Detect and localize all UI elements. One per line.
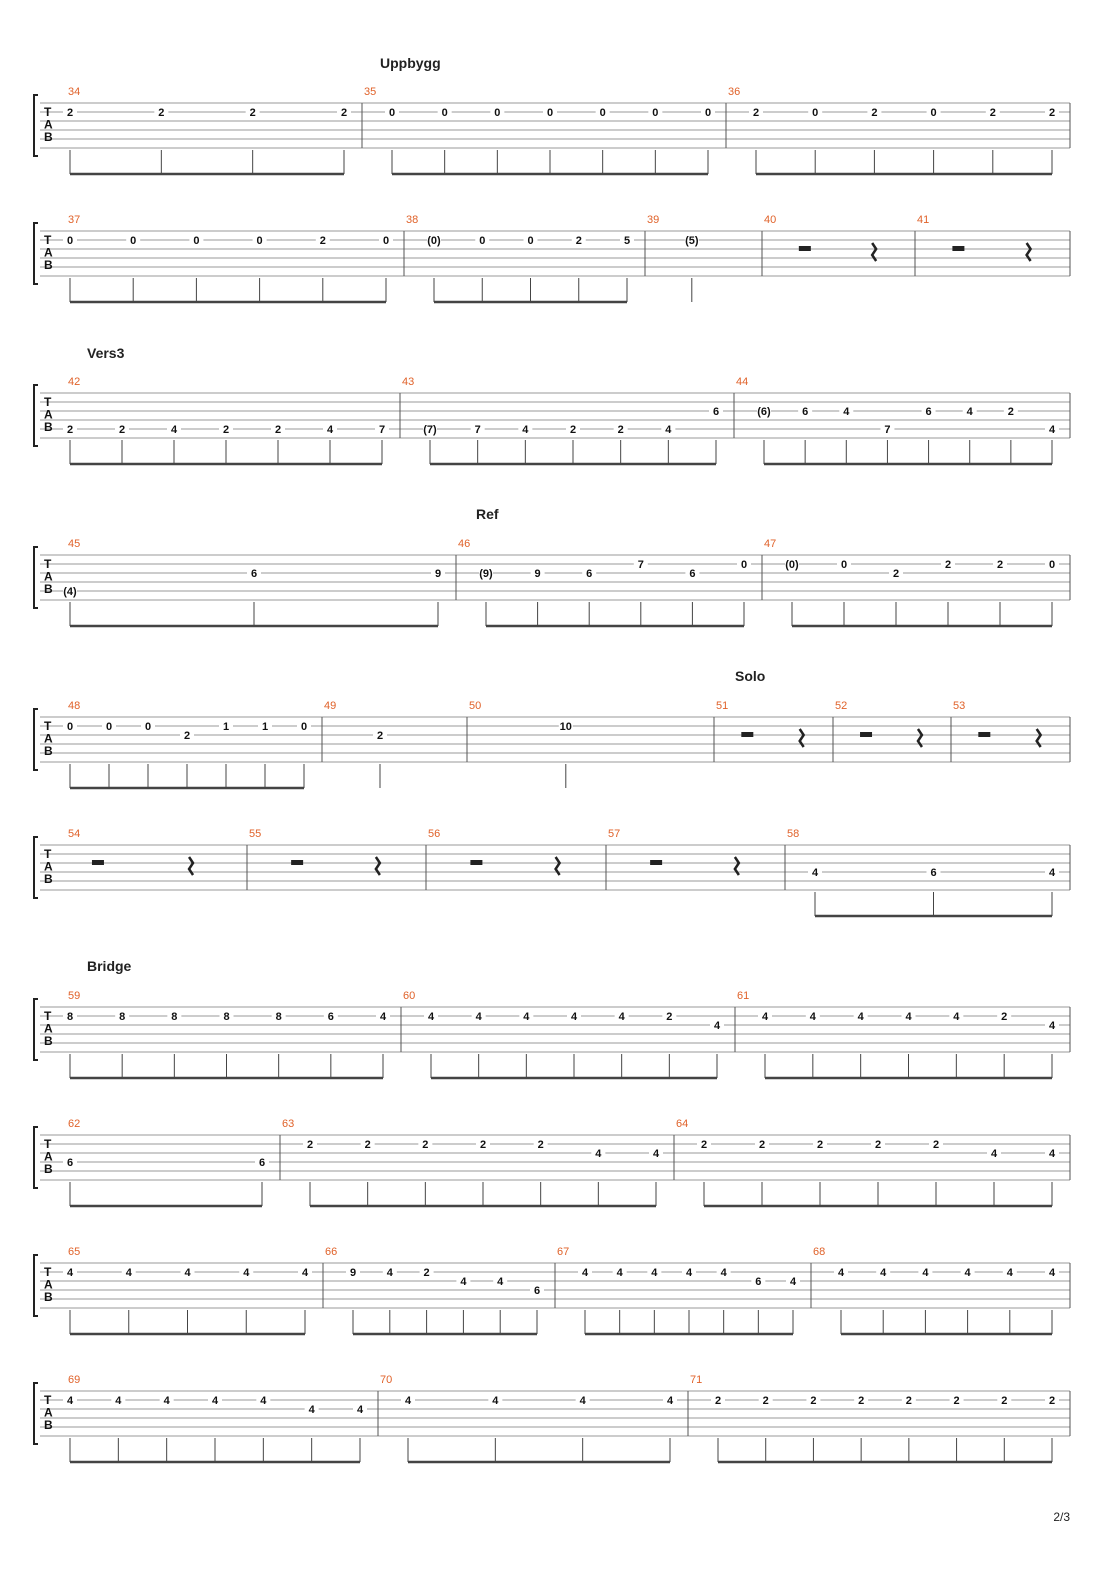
fret-number: 2 xyxy=(1001,1395,1008,1407)
fret-number: 2 xyxy=(537,1139,544,1151)
fret-number: 2 xyxy=(666,1011,673,1023)
fret-number: 4 xyxy=(789,1276,797,1288)
bar-number: 61 xyxy=(737,990,750,1002)
bar-number: 70 xyxy=(380,1374,393,1386)
fret-number: 9 xyxy=(434,568,442,580)
fret-number: 4 xyxy=(570,1011,578,1023)
tab-system xyxy=(34,1374,1070,1462)
bar-number: 45 xyxy=(68,538,81,550)
system-bracket xyxy=(34,1127,38,1188)
fret-number: 4 xyxy=(595,1148,602,1160)
section-label: Vers3 xyxy=(87,345,125,361)
bar-number: 53 xyxy=(953,700,966,712)
fret-number: 0 xyxy=(382,235,390,247)
fret-number: 0 xyxy=(300,721,308,733)
fret-number: 7 xyxy=(378,424,386,436)
fret-number: 4 xyxy=(720,1267,727,1279)
fret-number: 4 xyxy=(665,424,672,436)
fret-number: 0 xyxy=(812,107,819,119)
fret-number: 6 xyxy=(689,568,696,580)
fret-number: 4 xyxy=(905,1011,912,1023)
system-bracket xyxy=(34,385,38,446)
bar-number: 51 xyxy=(716,700,729,712)
fret-number: (7) xyxy=(423,424,437,436)
fret-number: 4 xyxy=(685,1267,693,1279)
bar-number: 48 xyxy=(68,700,81,712)
fret-number: 2 xyxy=(1048,107,1056,119)
half-rest xyxy=(92,860,104,865)
fret-number: 6 xyxy=(533,1285,541,1297)
bar-number: 57 xyxy=(608,828,621,840)
tab-clef-letter: T xyxy=(44,105,52,119)
fret-number: 0 xyxy=(546,107,554,119)
fret-number: 4 xyxy=(837,1267,845,1279)
fret-number: 4 xyxy=(618,1011,625,1023)
bar-number: 67 xyxy=(557,1246,570,1258)
fret-number: 0 xyxy=(652,107,659,119)
fret-number: 4 xyxy=(922,1267,929,1279)
fret-number: 9 xyxy=(534,568,541,580)
fret-number: 0 xyxy=(441,107,448,119)
fret-number: 6 xyxy=(586,568,593,580)
fret-number: 8 xyxy=(171,1011,178,1023)
system-bracket xyxy=(34,1383,38,1444)
fret-number: 8 xyxy=(119,1011,126,1023)
tab-system xyxy=(34,55,1070,174)
tab-clef-letter: T xyxy=(44,1137,52,1151)
tab-clef-letter: B xyxy=(44,744,53,758)
fret-number: 4 xyxy=(243,1267,250,1279)
fret-number: 2 xyxy=(996,559,1004,571)
half-rest xyxy=(291,860,303,865)
fret-number: 4 xyxy=(651,1267,658,1279)
fret-number: 6 xyxy=(258,1157,266,1169)
fret-number: 0 xyxy=(256,235,263,247)
fret-number: 2 xyxy=(340,107,348,119)
fret-number: 2 xyxy=(66,107,74,119)
fret-number: 2 xyxy=(364,1139,371,1151)
bar-number: 35 xyxy=(364,86,377,98)
fret-number: 4 xyxy=(427,1011,435,1023)
fret-number: 1 xyxy=(222,721,230,733)
section-label: Uppbygg xyxy=(380,55,441,71)
fret-number: 6 xyxy=(712,406,720,418)
bar-number: 63 xyxy=(282,1118,295,1130)
fret-number: 2 xyxy=(700,1139,708,1151)
fret-number: 4 xyxy=(386,1267,393,1279)
half-rest xyxy=(978,732,990,737)
half-rest xyxy=(799,246,811,251)
fret-number: 2 xyxy=(762,1395,769,1407)
fret-number: 8 xyxy=(275,1011,282,1023)
fret-number: 4 xyxy=(356,1404,364,1416)
tab-clef-letter: A xyxy=(44,1021,53,1036)
fret-number: 4 xyxy=(581,1267,589,1279)
system-bracket xyxy=(34,1255,38,1316)
fret-number: 4 xyxy=(475,1011,482,1023)
fret-number: 8 xyxy=(66,1011,74,1023)
fret-number: 7 xyxy=(884,424,891,436)
fret-number: 4 xyxy=(404,1395,412,1407)
fret-number: 2 xyxy=(617,424,624,436)
tab-clef-letter: T xyxy=(44,847,52,861)
bar-number: 66 xyxy=(325,1246,338,1258)
bar-number: 64 xyxy=(676,1118,689,1130)
fret-number: 0 xyxy=(494,107,501,119)
fret-number: (5) xyxy=(685,235,699,247)
fret-number: 4 xyxy=(964,1267,971,1279)
fret-number: 7 xyxy=(637,559,644,571)
bar-number: 42 xyxy=(68,376,81,388)
fret-number: 0 xyxy=(930,107,937,119)
fret-number: 4 xyxy=(379,1011,387,1023)
half-rest xyxy=(860,732,872,737)
tab-system xyxy=(34,828,1070,916)
tab-system xyxy=(34,345,1070,464)
fret-number: 2 xyxy=(989,107,996,119)
fret-number: 2 xyxy=(249,107,256,119)
bar-number: 65 xyxy=(68,1246,81,1258)
bar-number: 41 xyxy=(917,214,930,226)
fret-number: 4 xyxy=(497,1276,504,1288)
system-bracket xyxy=(34,95,38,156)
tab-system xyxy=(34,506,1070,626)
tab-clef-letter: B xyxy=(44,420,53,434)
fret-number: 2 xyxy=(953,1395,960,1407)
fret-number: (9) xyxy=(479,568,493,580)
section-label: Solo xyxy=(735,668,766,684)
fret-number: 2 xyxy=(758,1139,766,1151)
bar-number: 69 xyxy=(68,1374,81,1386)
tab-clef-letter: A xyxy=(44,859,53,874)
fret-number: 6 xyxy=(802,406,809,418)
fret-number: 4 xyxy=(522,424,529,436)
half-rest xyxy=(650,860,662,865)
fret-number: 2 xyxy=(183,730,191,742)
fret-number: 2 xyxy=(858,1395,865,1407)
fret-number: (0) xyxy=(785,559,799,571)
fret-number: 2 xyxy=(423,1267,430,1279)
tab-clef-letter: B xyxy=(44,1290,53,1304)
fret-number: 0 xyxy=(1048,559,1056,571)
fret-number: 10 xyxy=(559,721,572,733)
fret-number: 2 xyxy=(158,107,165,119)
fret-number: 1 xyxy=(261,721,269,733)
fret-number: 4 xyxy=(880,1267,887,1279)
fret-number: 4 xyxy=(652,1148,660,1160)
bar-number: 39 xyxy=(647,214,660,226)
fret-number: 4 xyxy=(811,867,819,879)
bar-number: 40 xyxy=(764,214,777,226)
tab-clef-letter: B xyxy=(44,872,53,886)
fret-number: 4 xyxy=(616,1267,623,1279)
fret-number: 6 xyxy=(930,867,937,879)
fret-number: 4 xyxy=(460,1276,467,1288)
fret-number: 5 xyxy=(623,235,631,247)
fret-number: 2 xyxy=(376,730,384,742)
tab-system xyxy=(34,214,1070,302)
fret-number: 2 xyxy=(422,1139,429,1151)
fret-number: 0 xyxy=(66,721,74,733)
fret-number: 2 xyxy=(222,424,230,436)
fret-number: 2 xyxy=(1007,406,1014,418)
fret-number: 4 xyxy=(163,1395,170,1407)
tab-clef-letter: A xyxy=(44,569,53,584)
fret-number: 4 xyxy=(115,1395,122,1407)
fret-number: 4 xyxy=(1006,1267,1013,1279)
tab-clef-letter: T xyxy=(44,1265,52,1279)
tab-clef-letter: A xyxy=(44,407,53,422)
tab-clef-letter: T xyxy=(44,395,52,409)
fret-number: 2 xyxy=(274,424,282,436)
fret-number: 2 xyxy=(752,107,760,119)
fret-number: 4 xyxy=(1048,1267,1056,1279)
half-rest xyxy=(741,732,753,737)
fret-number: 6 xyxy=(925,406,932,418)
fret-number: 4 xyxy=(857,1011,864,1023)
bar-number: 34 xyxy=(68,86,81,98)
fret-number: 2 xyxy=(118,424,126,436)
tab-clef-letter: T xyxy=(44,233,52,247)
tab-clef-letter: B xyxy=(44,1162,53,1176)
bar-number: 37 xyxy=(68,214,81,226)
fret-number: (6) xyxy=(757,406,771,418)
tab-clef-letter: T xyxy=(44,557,52,571)
bar-number: 68 xyxy=(813,1246,826,1258)
fret-number: 4 xyxy=(170,424,178,436)
fret-number: 4 xyxy=(1048,867,1056,879)
fret-number: 4 xyxy=(666,1395,674,1407)
bar-number: 60 xyxy=(403,990,416,1002)
system-bracket xyxy=(34,223,38,284)
bar-number: 49 xyxy=(324,700,337,712)
fret-number: 0 xyxy=(527,235,534,247)
fret-number: 4 xyxy=(211,1395,219,1407)
bar-number: 55 xyxy=(249,828,262,840)
fret-number: 4 xyxy=(260,1395,267,1407)
bar-number: 71 xyxy=(690,1374,703,1386)
bar-number: 56 xyxy=(428,828,441,840)
bar-number: 54 xyxy=(68,828,81,840)
fret-number: 2 xyxy=(306,1139,314,1151)
tab-clef-letter: A xyxy=(44,245,53,260)
fret-number: 0 xyxy=(105,721,113,733)
fret-number: 2 xyxy=(871,107,878,119)
fret-number: 4 xyxy=(990,1148,998,1160)
tab-clef-letter: T xyxy=(44,1393,52,1407)
bar-number: 50 xyxy=(469,700,482,712)
tab-system xyxy=(34,668,1070,788)
fret-number: 2 xyxy=(1001,1011,1008,1023)
fret-number: 4 xyxy=(326,424,334,436)
fret-number: 2 xyxy=(1048,1395,1056,1407)
section-label: Bridge xyxy=(87,958,132,974)
fret-number: 4 xyxy=(125,1267,132,1279)
bar-number: 62 xyxy=(68,1118,81,1130)
tab-clef-letter: A xyxy=(44,117,53,132)
fret-number: 6 xyxy=(755,1276,762,1288)
fret-number: 0 xyxy=(388,107,396,119)
tab-clef-letter: T xyxy=(44,719,52,733)
system-bracket xyxy=(34,547,38,608)
section-label: Ref xyxy=(476,506,499,522)
half-rest xyxy=(952,246,964,251)
fret-number: 2 xyxy=(816,1139,824,1151)
bar-number: 43 xyxy=(402,376,415,388)
fret-number: 2 xyxy=(932,1139,940,1151)
tab-clef-letter: T xyxy=(44,1009,52,1023)
fret-number: 0 xyxy=(144,721,152,733)
bar-number: 36 xyxy=(728,86,741,98)
fret-number: 0 xyxy=(840,559,848,571)
fret-number: 4 xyxy=(184,1267,191,1279)
tab-clef-letter: B xyxy=(44,1418,53,1432)
fret-number: 4 xyxy=(1048,424,1056,436)
tab-clef-letter: B xyxy=(44,130,53,144)
fret-number: 2 xyxy=(810,1395,817,1407)
fret-number: 8 xyxy=(223,1011,230,1023)
fret-number: 4 xyxy=(843,406,850,418)
tab-clef-letter: A xyxy=(44,731,53,746)
fret-number: 0 xyxy=(599,107,606,119)
fret-number: 4 xyxy=(492,1395,499,1407)
bar-number: 47 xyxy=(764,538,777,550)
fret-number: 6 xyxy=(327,1011,334,1023)
system-bracket xyxy=(34,999,38,1060)
bar-number: 46 xyxy=(458,538,471,550)
fret-number: 2 xyxy=(575,235,582,247)
fret-number: 2 xyxy=(892,568,900,580)
tab-clef-letter: A xyxy=(44,1149,53,1164)
fret-number: 9 xyxy=(349,1267,357,1279)
tab-clef-letter: A xyxy=(44,1405,53,1420)
half-rest xyxy=(470,860,482,865)
fret-number: 2 xyxy=(714,1395,722,1407)
fret-number: (0) xyxy=(427,235,441,247)
system-bracket xyxy=(34,837,38,898)
fret-number: 0 xyxy=(704,107,712,119)
bar-number: 38 xyxy=(406,214,419,226)
fret-number: 2 xyxy=(905,1395,912,1407)
fret-number: 4 xyxy=(1048,1148,1056,1160)
bar-number: 59 xyxy=(68,990,81,1002)
fret-number: 2 xyxy=(66,424,74,436)
fret-number: 0 xyxy=(66,235,74,247)
bar-number: 44 xyxy=(736,376,749,388)
fret-number: 4 xyxy=(966,406,973,418)
fret-number: 4 xyxy=(809,1011,816,1023)
fret-number: (4) xyxy=(63,586,77,598)
tab-system xyxy=(34,1118,1070,1206)
fret-number: 4 xyxy=(713,1020,721,1032)
bar-number: 58 xyxy=(787,828,800,840)
fret-number: 0 xyxy=(193,235,200,247)
tab-system xyxy=(34,1246,1070,1334)
fret-number: 4 xyxy=(66,1267,74,1279)
fret-number: 0 xyxy=(130,235,137,247)
fret-number: 4 xyxy=(579,1395,586,1407)
fret-number: 4 xyxy=(523,1011,530,1023)
fret-number: 2 xyxy=(569,424,577,436)
fret-number: 4 xyxy=(761,1011,769,1023)
fret-number: 4 xyxy=(301,1267,309,1279)
fret-number: 2 xyxy=(874,1139,882,1151)
fret-number: 4 xyxy=(66,1395,74,1407)
fret-number: 6 xyxy=(250,568,258,580)
fret-number: 2 xyxy=(479,1139,487,1151)
fret-number: 7 xyxy=(474,424,481,436)
fret-number: 6 xyxy=(66,1157,74,1169)
fret-number: 4 xyxy=(1048,1020,1056,1032)
fret-number: 0 xyxy=(479,235,486,247)
fret-number: 2 xyxy=(319,235,326,247)
bar-number: 52 xyxy=(835,700,848,712)
tab-clef-letter: A xyxy=(44,1277,53,1292)
fret-number: 4 xyxy=(308,1404,315,1416)
fret-number: 0 xyxy=(740,559,748,571)
tab-system xyxy=(34,958,1070,1078)
system-bracket xyxy=(34,709,38,770)
tab-clef-letter: B xyxy=(44,582,53,596)
fret-number: 4 xyxy=(953,1011,960,1023)
tab-clef-letter: B xyxy=(44,258,53,272)
page-number: 2/3 xyxy=(1053,1510,1070,1524)
fret-number: 2 xyxy=(944,559,952,571)
tab-clef-letter: B xyxy=(44,1034,53,1048)
